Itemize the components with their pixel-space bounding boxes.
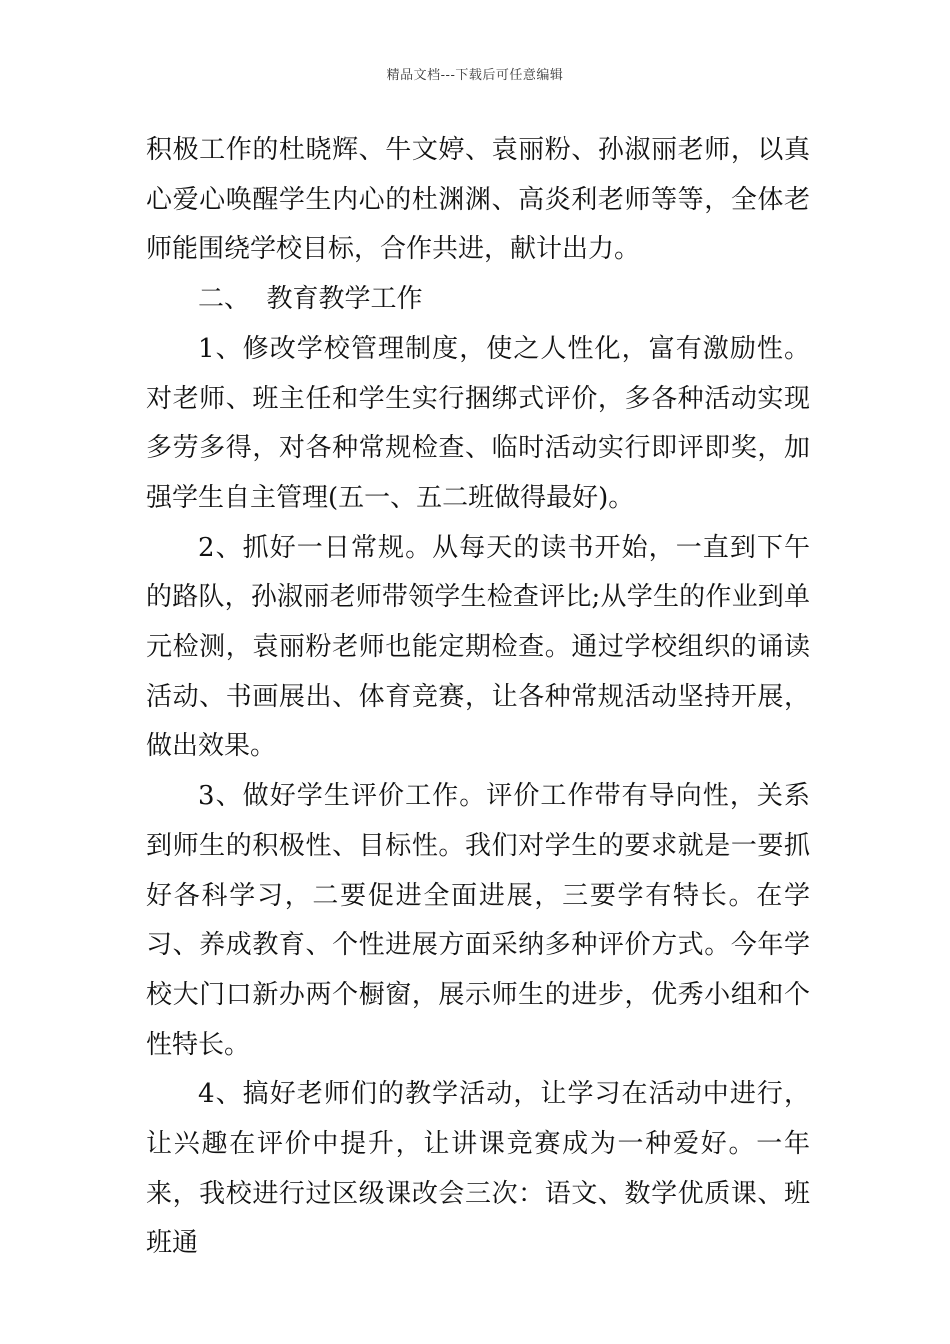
paragraph-4: 4、搞好老师们的教学活动，让学习在活动中进行，让兴趣在评价中提升，让讲课竞赛成为一种爱好。一年来，我校进行过区级课改会三次：语文、数学优质课、班班通 bbox=[146, 1079, 810, 1259]
paragraph-1: 1、修改学校管理制度，使之人性化，富有激励性。对老师、班主任和学生实行捆绑式评价，多各种活动实现多劳多得，对各种常规检查、临时活动实行即评即奖，加强学生自主管理(五一、五二班做得最好)。 bbox=[146, 333, 810, 513]
paragraph-2: 2、抓好一日常规。从每天的读书开始，一直到下午的路队，孙淑丽老师带领学生检查评比;从学生的作业到单元检测，袁丽粉老师也能定期检查。通过学校组织的诵读活动、书画展出、体育竞赛，让各种常规活动坚持开展，做出效果。 bbox=[146, 532, 810, 762]
page-header: 精品文档---下载后可任意编辑 bbox=[386, 68, 564, 83]
paragraph-intro: 积极工作的杜晓辉、牛文婷、袁丽粉、孙淑丽老师，以真心爱心唤醒学生内心的杜渊渊、高炎利老师等等，全体老师能围绕学校目标，合作共进，献计出力。 bbox=[146, 135, 810, 265]
section-heading: 二、 教育教学工作 bbox=[198, 284, 423, 315]
document-body bbox=[146, 126, 810, 1269]
paragraph-3: 3、做好学生评价工作。评价工作带有导向性，关系到师生的积极性、目标性。我们对学生的要求就是一要抓好各科学习，二要促进全面进展，三要学有特长。在学习、养成教育、个性进展方面采纳多种评价方式。今年学校大门口新办两个橱窗，展示师生的进步，优秀小组和个性特长。 bbox=[146, 781, 810, 1060]
